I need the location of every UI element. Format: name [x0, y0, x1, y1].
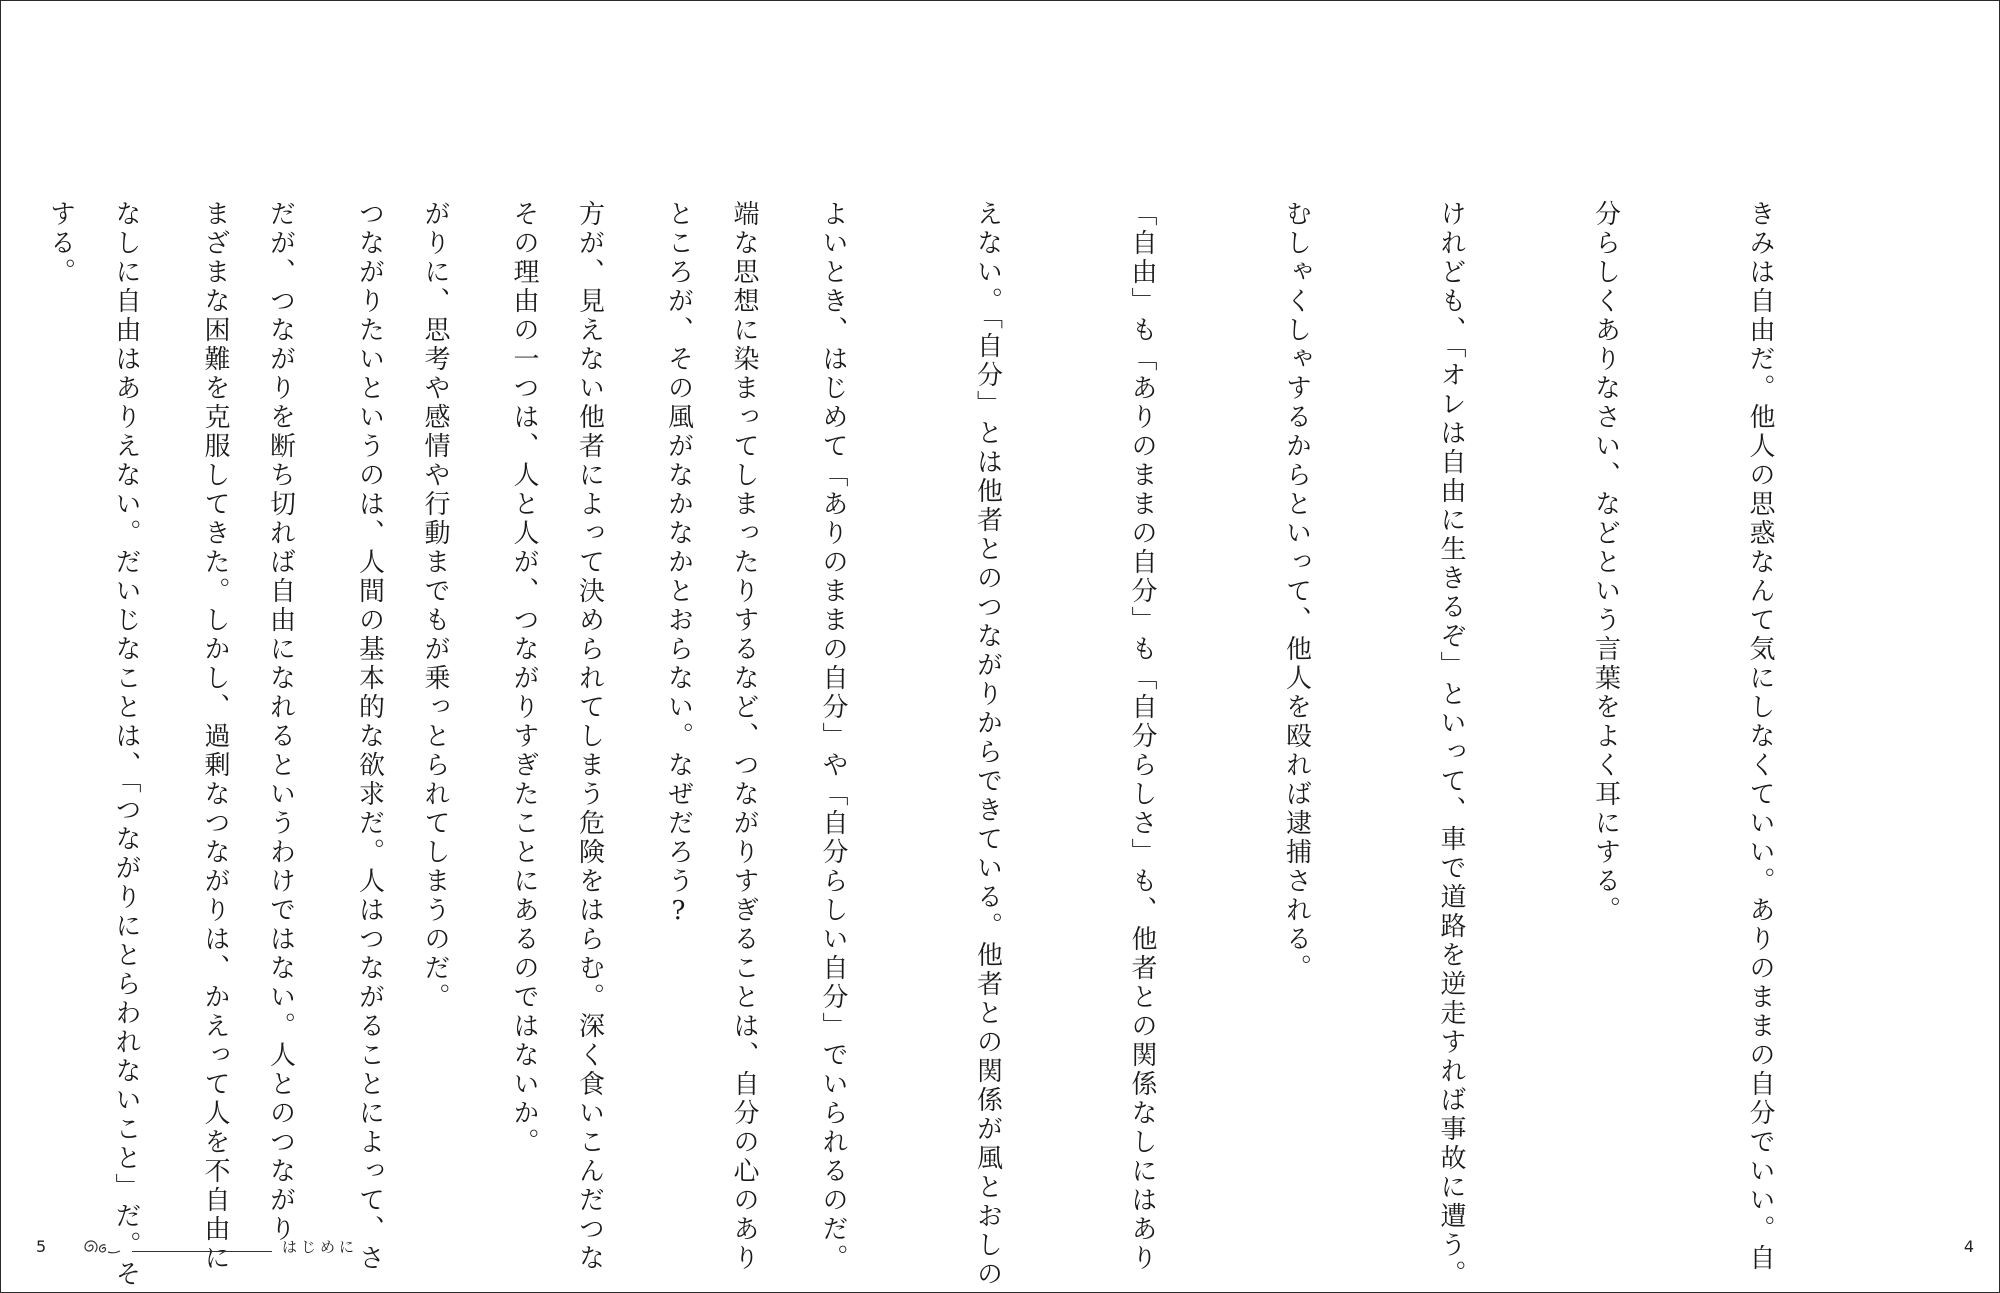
body-line: つながりたいというのは、人間の基本的な欲求だ。人はつながることによって、さ — [354, 200, 385, 1273]
page-number-right: 4 — [1963, 1237, 1974, 1256]
swirl-ornament-icon — [82, 1238, 122, 1256]
body-line: むしゃくしゃするからといって、他人を殴れば逮捕される。 — [1281, 200, 1312, 983]
running-head-rule — [132, 1251, 272, 1252]
body-line: 方が、見えない他者によって決められてしまう危険をはらむ。深く食いこんだつな — [574, 200, 605, 1273]
body-line: なしに自由はありえない。だいじなことは、「つながりにとらわれないこと」だ。そ — [111, 200, 141, 1289]
body-line: きみは自由だ。他人の思惑なんて気にしなくていい。ありのままの自分でいい。自 — [1745, 200, 1775, 1273]
body-line: けれども、「オレは自由に生きるぞ」といって、車で道路を逆走すれば事故に遭う。 — [1436, 200, 1466, 1289]
running-head — [82, 1236, 358, 1257]
body-line: その理由の一つは、人と人が、つながりすぎたことにあるのではないか。 — [509, 200, 539, 1157]
body-line: まざまな困難を克服してきた。しかし、過剰なつながりは、かえって人を不自由に — [200, 200, 230, 1273]
body-line: 「自由」も「ありのままの自分」も「自分らしさ」も、他者との関係なしにはあり — [1127, 200, 1157, 1273]
body-line: よいとき、はじめて「ありのままの自分」や「自分らしい自分」でいられるのだ。 — [818, 200, 848, 1273]
body-line: えない。「自分」とは他者とのつながりからできている。他者との関係が風とおしの — [972, 200, 1003, 1289]
page-number-left: 5 — [36, 1237, 47, 1256]
body-line: だが、つながりを断ち切れば自由になれるというわけではない。人とのつながり — [265, 200, 296, 1244]
body-line: 分らしくありなさい、などという言葉をよく耳にする。 — [1590, 200, 1621, 925]
body-line: 端な思想に染まってしまったりするなど、つながりすぎることは、自分の心のあり — [729, 200, 759, 1273]
running-head-title: はじめに — [282, 1238, 359, 1256]
body-line: がりに、思考や感情や行動までもが乗っとられてしまうのだ。 — [420, 200, 450, 1012]
body-line: ところが、その風がなかなかとおらない。なぜだろう? — [663, 200, 694, 929]
body-line: する。 — [45, 200, 76, 287]
